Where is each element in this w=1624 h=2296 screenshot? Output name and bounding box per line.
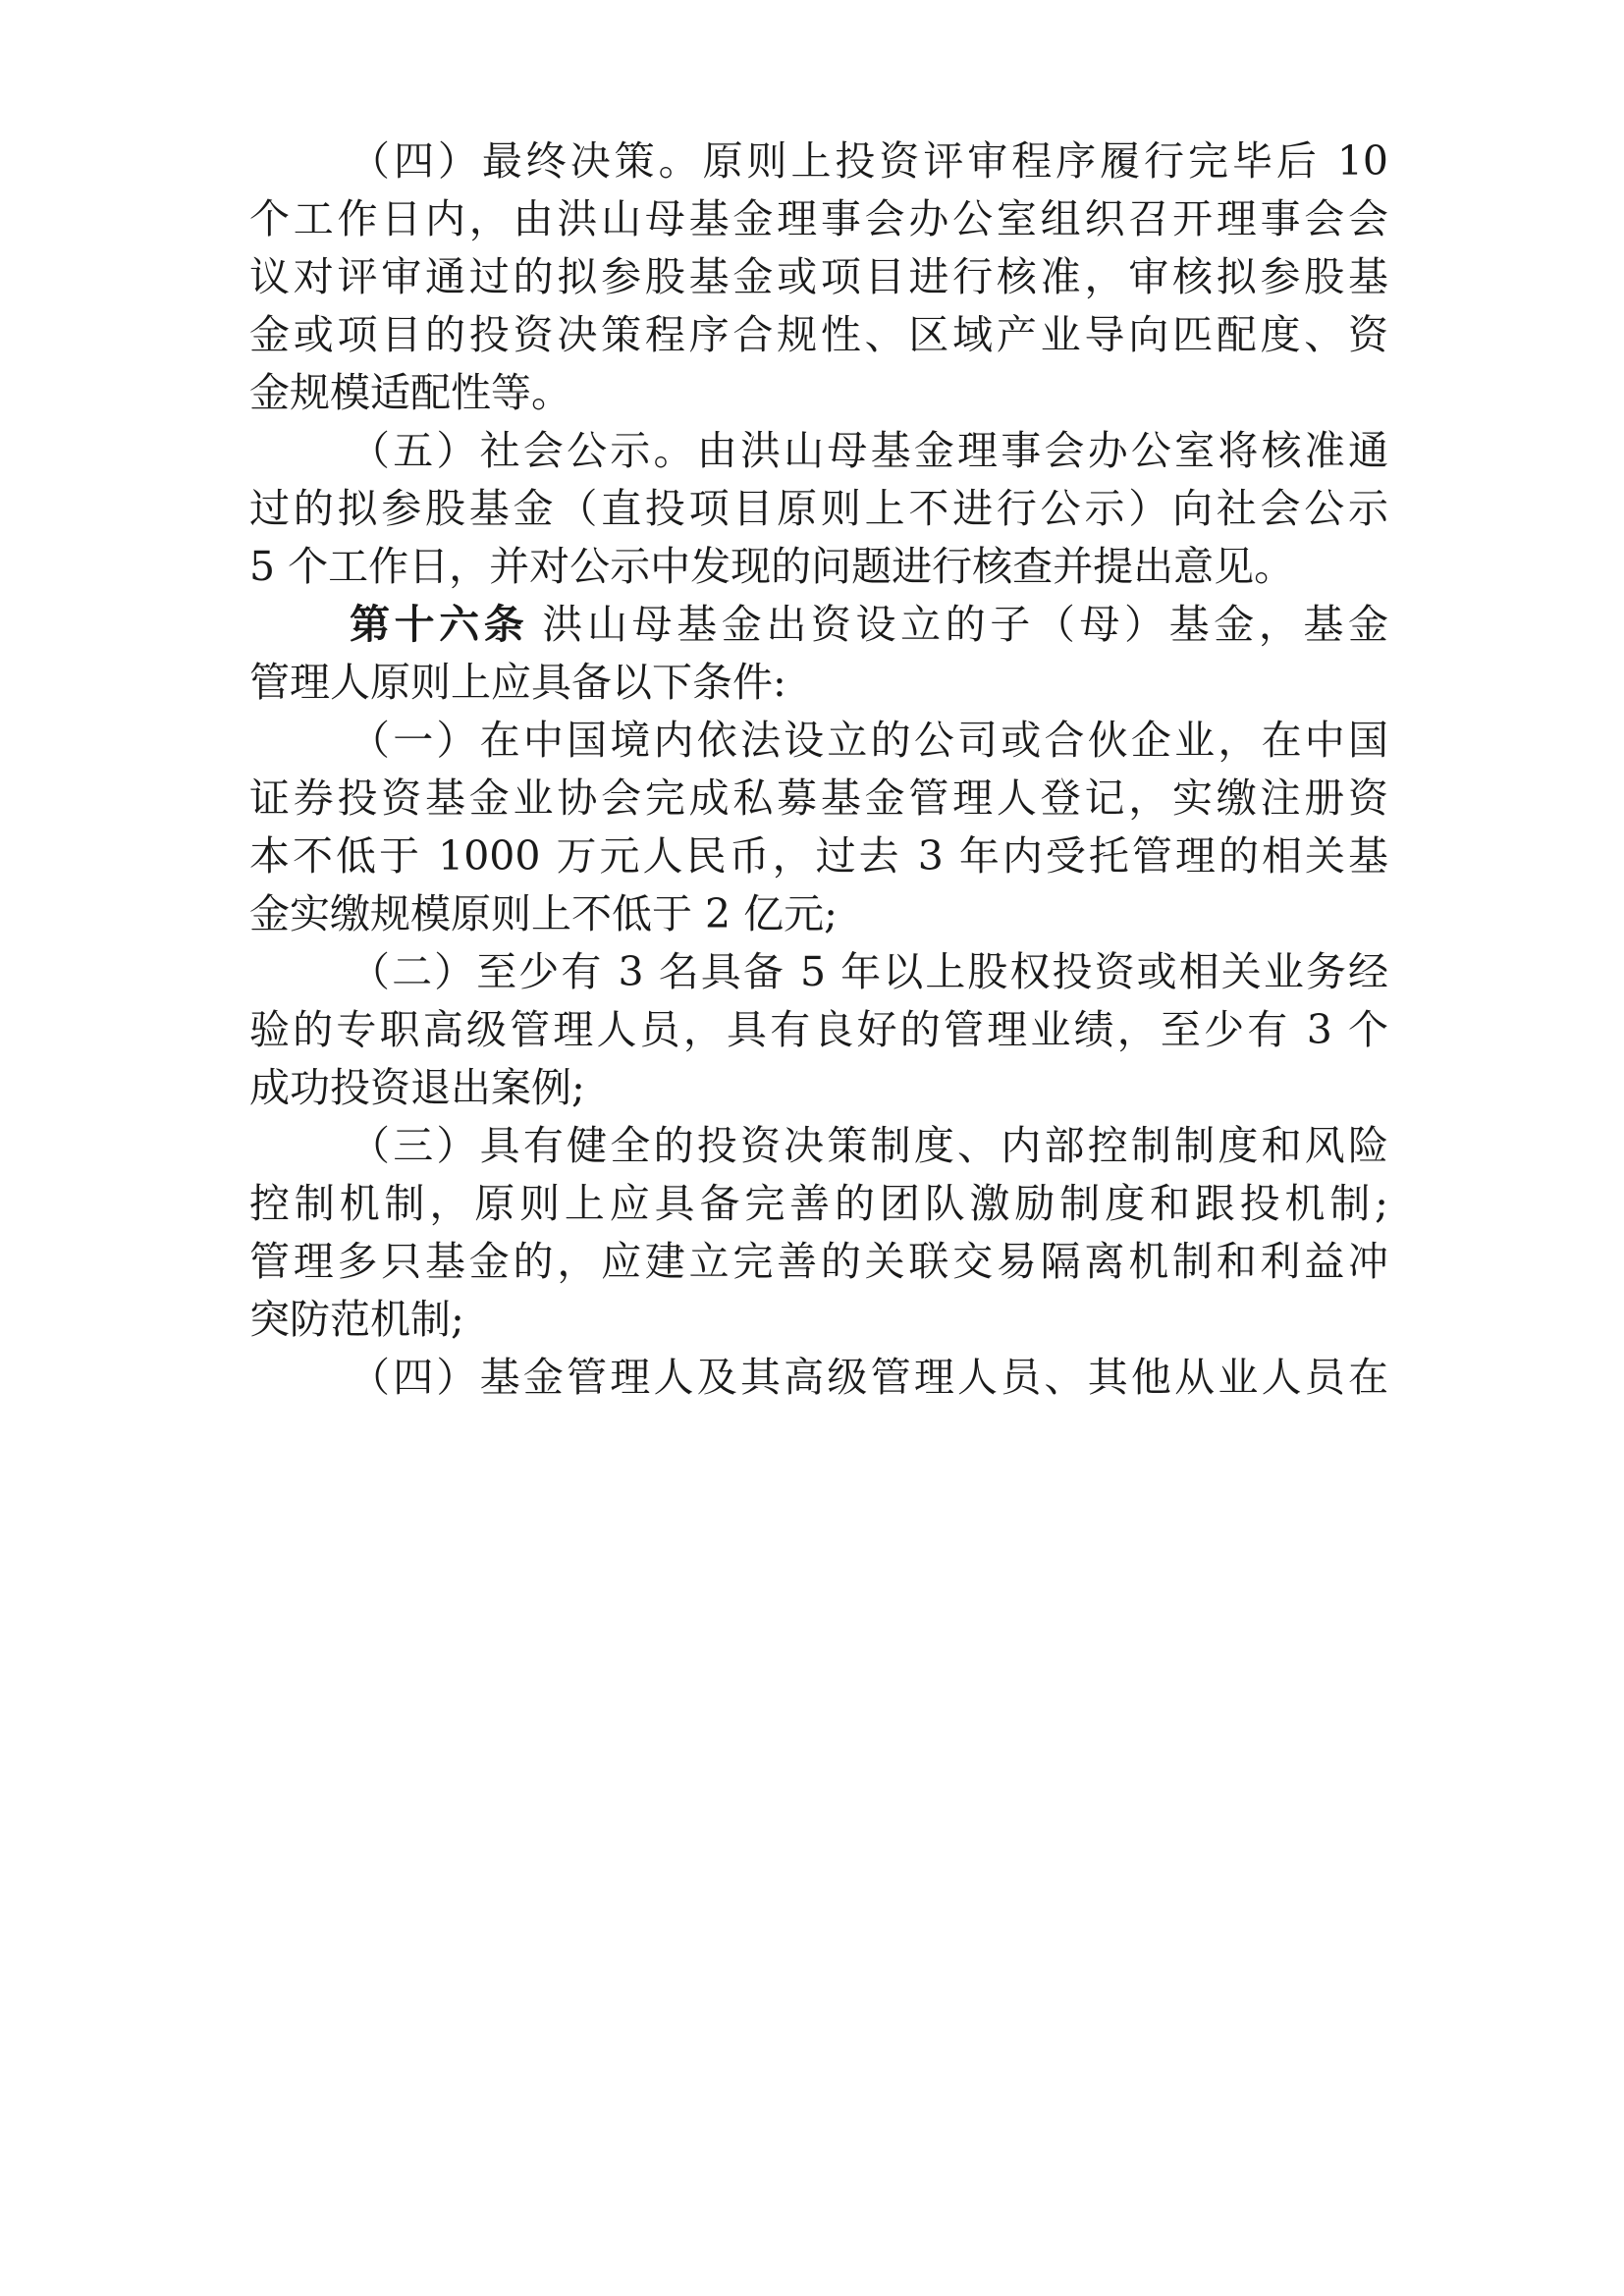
paragraph-line: 金或项目的投资决策程序合规性、区域产业导向匹配度、资	[249, 311, 1388, 358]
paragraph-line: 成功投资退出案例;	[249, 1064, 585, 1111]
paragraph-line: 金实缴规模原则上不低于 2 亿元;	[249, 890, 838, 937]
paragraph-line: （三）具有健全的投资决策制度、内部控制制度和风险	[350, 1122, 1388, 1169]
paragraph-line: 控制机制，原则上应具备完善的团队激励制度和跟投机制;	[249, 1180, 1388, 1227]
article-first-line-text: 洪山母基金出资设立的子（母）基金，基金	[542, 601, 1388, 648]
paragraph-line: 验的专职高级管理人员，具有良好的管理业绩，至少有 3 个	[249, 1006, 1388, 1053]
paragraph-line: 议对评审通过的拟参股基金或项目进行核准，审核拟参股基	[249, 253, 1388, 300]
paragraph-line: 本不低于 1000 万元人民币，过去 3 年内受托管理的相关基	[249, 832, 1388, 880]
paragraph-line: 管理多只基金的，应建立完善的关联交易隔离机制和利益冲	[249, 1238, 1388, 1285]
paragraph-line: （一）在中国境内依法设立的公司或合伙企业，在中国	[350, 717, 1388, 764]
paragraph-line: 突防范机制;	[249, 1296, 464, 1343]
paragraph-line: 个工作日内，由洪山母基金理事会办公室组织召开理事会会	[249, 195, 1388, 242]
paragraph-line: （二）至少有 3 名具备 5 年以上股权投资或相关业务经	[350, 948, 1388, 995]
paragraph-line: （四）最终决策。原则上投资评审程序履行完毕后 10	[350, 137, 1388, 185]
paragraph-line: 管理人原则上应具备以下条件:	[249, 659, 786, 706]
article-heading: 第十六条	[350, 601, 529, 648]
paragraph-line: （五）社会公示。由洪山母基金理事会办公室将核准通	[350, 427, 1388, 474]
paragraph-line: 金规模适配性等。	[249, 369, 571, 416]
paragraph-line: （四）基金管理人及其高级管理人员、其他从业人员在	[350, 1354, 1388, 1401]
paragraph-line: 5 个工作日，并对公示中发现的问题进行核查并提出意见。	[249, 543, 1295, 590]
paragraph-line: 证券投资基金业协会完成私募基金管理人登记，实缴注册资	[249, 774, 1388, 822]
paragraph-line: 过的拟参股基金（直投项目原则上不进行公示）向社会公示	[249, 485, 1388, 532]
article-first-line	[350, 595, 1388, 654]
